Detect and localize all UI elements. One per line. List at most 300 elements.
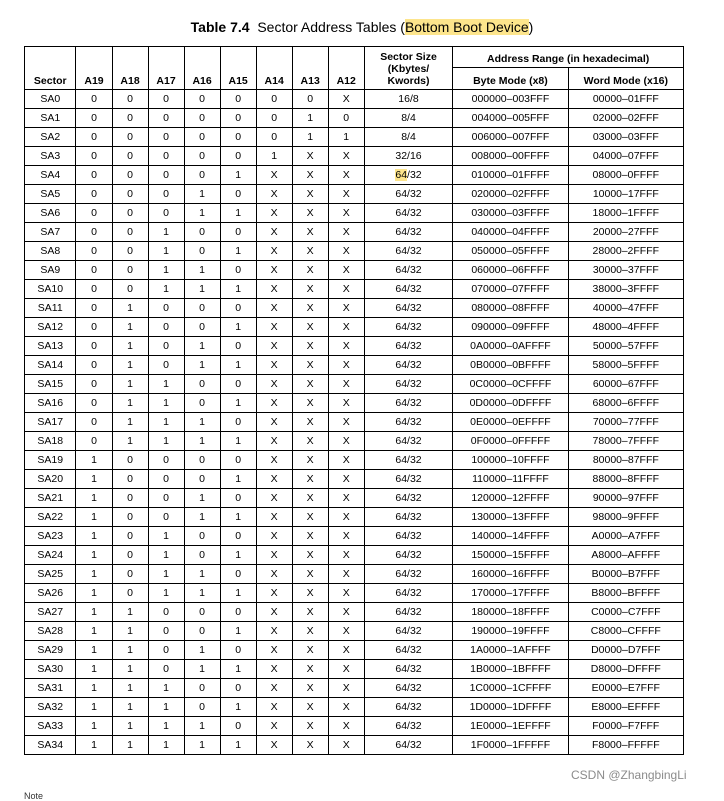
cell-a17: 1	[148, 432, 184, 451]
cell-a17: 0	[148, 470, 184, 489]
size-text: 64/32	[395, 473, 422, 485]
cell-sector-size	[364, 603, 453, 622]
cell-sector: SA14	[25, 356, 76, 375]
cell-a18: 0	[112, 546, 148, 565]
cell-a13: X	[292, 375, 328, 394]
cell-a13: X	[292, 679, 328, 698]
cell-sector: SA25	[25, 565, 76, 584]
cell-word-mode: 50000–57FFF	[568, 337, 683, 356]
size-text: 64/32	[395, 739, 422, 751]
size-text: 64/32	[395, 397, 422, 409]
cell-a12: X	[328, 603, 364, 622]
table-caption	[0, 17, 724, 37]
cell-a19: 1	[76, 527, 112, 546]
cell-word-mode: 78000–7FFFF	[568, 432, 683, 451]
cell-word-mode: 03000–03FFF	[568, 128, 683, 147]
cell-byte-mode: 030000–03FFFF	[453, 204, 568, 223]
cell-a15: 1	[220, 622, 256, 641]
cell-a13: X	[292, 489, 328, 508]
cell-a15: 0	[220, 109, 256, 128]
col-header-a14: A14	[256, 47, 292, 90]
cell-sector-size	[364, 565, 453, 584]
cell-a18: 0	[112, 508, 148, 527]
cell-a19: 1	[76, 451, 112, 470]
cell-a19: 0	[76, 204, 112, 223]
cell-word-mode: B8000–BFFFF	[568, 584, 683, 603]
size-text: /32	[407, 169, 422, 181]
cell-word-mode: E0000–E7FFF	[568, 679, 683, 698]
table-title-text: Sector Address Tables (	[257, 19, 405, 35]
table-row	[25, 679, 684, 698]
table-row	[25, 527, 684, 546]
cell-sector-size	[364, 717, 453, 736]
cell-a17: 0	[148, 185, 184, 204]
cell-a12: X	[328, 679, 364, 698]
cell-a18: 0	[112, 451, 148, 470]
cell-a15: 0	[220, 717, 256, 736]
table-row	[25, 242, 684, 261]
cell-a19: 1	[76, 641, 112, 660]
cell-a19: 0	[76, 299, 112, 318]
table-row	[25, 109, 684, 128]
cell-a15: 1	[220, 166, 256, 185]
cell-a17: 0	[148, 299, 184, 318]
size-text: 64/32	[395, 644, 422, 656]
col-header-address-range: Address Range (in hexadecimal)	[453, 47, 684, 68]
cell-a13: X	[292, 147, 328, 166]
table-row	[25, 223, 684, 242]
cell-a14: X	[256, 546, 292, 565]
cell-byte-mode: 006000–007FFF	[453, 128, 568, 147]
cell-word-mode: 40000–47FFF	[568, 299, 683, 318]
table-row	[25, 489, 684, 508]
cell-sector: SA32	[25, 698, 76, 717]
cell-a14: 0	[256, 90, 292, 109]
size-text: 64/32	[395, 663, 422, 675]
table-row	[25, 299, 684, 318]
cell-a16: 1	[184, 489, 220, 508]
cell-a18: 0	[112, 489, 148, 508]
col-header-a12: A12	[328, 47, 364, 90]
cell-sector: SA28	[25, 622, 76, 641]
cell-sector-size	[364, 337, 453, 356]
cell-a12: X	[328, 147, 364, 166]
cell-a14: X	[256, 223, 292, 242]
table-row	[25, 432, 684, 451]
cell-a12: X	[328, 451, 364, 470]
cell-a16: 0	[184, 527, 220, 546]
table-row	[25, 337, 684, 356]
cell-sector: SA4	[25, 166, 76, 185]
cell-a19: 1	[76, 584, 112, 603]
cell-a19: 1	[76, 470, 112, 489]
cell-a16: 0	[184, 128, 220, 147]
cell-byte-mode: 110000–11FFFF	[453, 470, 568, 489]
cell-a18: 0	[112, 280, 148, 299]
cell-a19: 1	[76, 717, 112, 736]
table-title-close: )	[528, 19, 534, 35]
cell-word-mode: 04000–07FFF	[568, 147, 683, 166]
cell-a18: 0	[112, 223, 148, 242]
cell-a12: X	[328, 698, 364, 717]
size-text: 8/4	[401, 131, 416, 143]
size-text: 64/32	[395, 416, 422, 428]
size-text: 64/32	[395, 587, 422, 599]
cell-word-mode: 30000–37FFF	[568, 261, 683, 280]
cell-a13: X	[292, 717, 328, 736]
col-header-a15: A15	[220, 47, 256, 90]
cell-a14: X	[256, 242, 292, 261]
cell-a17: 0	[148, 128, 184, 147]
size-text: 64/32	[395, 226, 422, 238]
cell-a15: 0	[220, 299, 256, 318]
table-row	[25, 641, 684, 660]
cell-sector: SA17	[25, 413, 76, 432]
cell-a17: 0	[148, 451, 184, 470]
cell-a17: 1	[148, 280, 184, 299]
highlighted-size-text: 64	[395, 169, 408, 181]
cell-a12: X	[328, 489, 364, 508]
cell-a18: 0	[112, 204, 148, 223]
cell-byte-mode: 0D0000–0DFFFF	[453, 394, 568, 413]
cell-a18: 1	[112, 394, 148, 413]
table-row	[25, 413, 684, 432]
cell-a15: 0	[220, 147, 256, 166]
cell-a16: 0	[184, 90, 220, 109]
cell-a17: 0	[148, 508, 184, 527]
cell-sector-size	[364, 641, 453, 660]
cell-word-mode: 08000–0FFFF	[568, 166, 683, 185]
cell-a17: 1	[148, 413, 184, 432]
cell-a18: 1	[112, 413, 148, 432]
table-row	[25, 375, 684, 394]
cell-a16: 0	[184, 679, 220, 698]
cell-a17: 0	[148, 90, 184, 109]
cell-word-mode: A0000–A7FFF	[568, 527, 683, 546]
cell-a13: X	[292, 470, 328, 489]
cell-sector-size	[364, 508, 453, 527]
cell-sector-size	[364, 489, 453, 508]
cell-sector-size	[364, 166, 453, 185]
cell-byte-mode: 1F0000–1FFFFF	[453, 736, 568, 755]
cell-a15: 1	[220, 356, 256, 375]
cell-a18: 1	[112, 736, 148, 755]
cell-a14: X	[256, 489, 292, 508]
cell-a16: 0	[184, 546, 220, 565]
highlighted-title-text: Bottom Boot Device	[404, 19, 529, 35]
table-row	[25, 660, 684, 679]
col-header-sector: Sector	[25, 47, 76, 90]
cell-word-mode: 20000–27FFF	[568, 223, 683, 242]
cell-a14: X	[256, 261, 292, 280]
cell-a15: 1	[220, 660, 256, 679]
cell-a13: X	[292, 508, 328, 527]
cell-a19: 1	[76, 679, 112, 698]
cell-a14: X	[256, 679, 292, 698]
cell-a14: X	[256, 166, 292, 185]
col-header-a17: A17	[148, 47, 184, 90]
cell-sector-size	[364, 679, 453, 698]
cell-a19: 1	[76, 508, 112, 527]
header-row-top	[25, 47, 684, 68]
cell-word-mode: 48000–4FFFF	[568, 318, 683, 337]
cell-a12: X	[328, 223, 364, 242]
cell-sector-size	[364, 622, 453, 641]
size-text: 64/32	[395, 492, 422, 504]
cell-a13: X	[292, 603, 328, 622]
cell-a12: X	[328, 242, 364, 261]
cell-a16: 1	[184, 413, 220, 432]
cell-byte-mode: 0A0000–0AFFFF	[453, 337, 568, 356]
cell-a18: 1	[112, 679, 148, 698]
cell-a12: X	[328, 413, 364, 432]
cell-a18: 0	[112, 128, 148, 147]
cell-a13: X	[292, 584, 328, 603]
cell-word-mode: B0000–B7FFF	[568, 565, 683, 584]
cell-a12: X	[328, 432, 364, 451]
size-text: 64/32	[395, 568, 422, 580]
cell-word-mode: A8000–AFFFF	[568, 546, 683, 565]
cell-a13: X	[292, 242, 328, 261]
table-row	[25, 318, 684, 337]
cell-a16: 1	[184, 641, 220, 660]
cell-sector: SA3	[25, 147, 76, 166]
cell-a19: 0	[76, 318, 112, 337]
cell-a19: 0	[76, 261, 112, 280]
cell-a19: 0	[76, 432, 112, 451]
cell-a12: X	[328, 527, 364, 546]
cell-a13: X	[292, 204, 328, 223]
cell-a18: 1	[112, 660, 148, 679]
cell-a14: X	[256, 584, 292, 603]
cell-sector: SA30	[25, 660, 76, 679]
size-text: 64/32	[395, 606, 422, 618]
cell-a18: 1	[112, 622, 148, 641]
cell-a18: 1	[112, 299, 148, 318]
cell-a19: 0	[76, 413, 112, 432]
cell-a19: 0	[76, 147, 112, 166]
cell-sector: SA7	[25, 223, 76, 242]
cell-byte-mode: 150000–15FFFF	[453, 546, 568, 565]
cell-sector: SA13	[25, 337, 76, 356]
cell-byte-mode: 020000–02FFFF	[453, 185, 568, 204]
cell-a12: X	[328, 299, 364, 318]
table-row	[25, 584, 684, 603]
cell-a18: 1	[112, 603, 148, 622]
cell-a16: 0	[184, 622, 220, 641]
size-text: 8/4	[401, 112, 416, 124]
cell-a13: X	[292, 527, 328, 546]
cell-a17: 0	[148, 489, 184, 508]
cell-a19: 0	[76, 375, 112, 394]
cell-a13: X	[292, 546, 328, 565]
cell-sector: SA22	[25, 508, 76, 527]
cell-sector: SA31	[25, 679, 76, 698]
cell-a19: 0	[76, 356, 112, 375]
cell-a13: X	[292, 698, 328, 717]
cell-a17: 1	[148, 394, 184, 413]
cell-a18: 0	[112, 470, 148, 489]
cell-byte-mode: 160000–16FFFF	[453, 565, 568, 584]
table-row	[25, 90, 684, 109]
size-text: 64/32	[395, 720, 422, 732]
cell-a16: 0	[184, 470, 220, 489]
cell-a12: X	[328, 261, 364, 280]
cell-a16: 0	[184, 242, 220, 261]
size-text: 64/32	[395, 549, 422, 561]
cell-a12: X	[328, 565, 364, 584]
size-text: 64/32	[395, 511, 422, 523]
cell-a19: 0	[76, 223, 112, 242]
cell-a16: 1	[184, 280, 220, 299]
cell-a16: 1	[184, 584, 220, 603]
cell-byte-mode: 1A0000–1AFFFF	[453, 641, 568, 660]
table-row	[25, 280, 684, 299]
cell-a12: X	[328, 280, 364, 299]
cell-a17: 0	[148, 356, 184, 375]
cell-a14: 1	[256, 147, 292, 166]
cell-a14: X	[256, 185, 292, 204]
size-text: 64/32	[395, 454, 422, 466]
cell-a12: 0	[328, 109, 364, 128]
cell-a12: X	[328, 318, 364, 337]
cell-word-mode: F0000–F7FFF	[568, 717, 683, 736]
cell-a19: 1	[76, 622, 112, 641]
col-header-word-mode: Word Mode (x16)	[568, 68, 683, 90]
cell-a14: X	[256, 698, 292, 717]
cell-a14: X	[256, 375, 292, 394]
cell-a13: X	[292, 318, 328, 337]
size-text: 64/32	[395, 435, 422, 447]
cell-a14: X	[256, 318, 292, 337]
cell-a12: X	[328, 470, 364, 489]
cell-a18: 0	[112, 527, 148, 546]
cell-word-mode: D0000–D7FFF	[568, 641, 683, 660]
cell-a18: 1	[112, 717, 148, 736]
cell-sector: SA24	[25, 546, 76, 565]
cell-a16: 1	[184, 261, 220, 280]
table-row	[25, 698, 684, 717]
cell-a17: 0	[148, 641, 184, 660]
cell-sector: SA11	[25, 299, 76, 318]
cell-a12: X	[328, 185, 364, 204]
cell-a14: X	[256, 299, 292, 318]
cell-sector: SA16	[25, 394, 76, 413]
cell-a16: 1	[184, 432, 220, 451]
size-text: 64/32	[395, 378, 422, 390]
cell-a13: X	[292, 280, 328, 299]
cell-a16: 1	[184, 356, 220, 375]
cell-a19: 1	[76, 736, 112, 755]
sector-size-header-line2: (Kbytes/	[387, 63, 430, 75]
cell-a15: 1	[220, 242, 256, 261]
cell-a19: 0	[76, 337, 112, 356]
sector-size-header-line1: Sector Size	[380, 51, 437, 63]
cell-a15: 1	[220, 394, 256, 413]
cell-sector-size	[364, 698, 453, 717]
table-body	[25, 90, 684, 755]
cell-sector-size	[364, 280, 453, 299]
cell-sector-size	[364, 527, 453, 546]
cell-sector: SA5	[25, 185, 76, 204]
cell-a16: 0	[184, 109, 220, 128]
cell-word-mode: C8000–CFFFF	[568, 622, 683, 641]
cell-word-mode: 28000–2FFFF	[568, 242, 683, 261]
cell-a16: 0	[184, 375, 220, 394]
size-text: 64/32	[395, 530, 422, 542]
cell-a12: X	[328, 166, 364, 185]
cell-a12: X	[328, 90, 364, 109]
cell-byte-mode: 080000–08FFFF	[453, 299, 568, 318]
table-row	[25, 147, 684, 166]
cell-a14: X	[256, 717, 292, 736]
cell-sector-size	[364, 375, 453, 394]
cell-a16: 0	[184, 603, 220, 622]
cell-a17: 1	[148, 736, 184, 755]
cell-byte-mode: 100000–10FFFF	[453, 451, 568, 470]
table-row	[25, 565, 684, 584]
table-row	[25, 261, 684, 280]
sector-address-table	[24, 46, 684, 755]
cell-a15: 0	[220, 413, 256, 432]
cell-a15: 1	[220, 546, 256, 565]
cell-a19: 1	[76, 565, 112, 584]
cell-a18: 1	[112, 375, 148, 394]
cell-sector: SA9	[25, 261, 76, 280]
cell-a13: X	[292, 622, 328, 641]
cell-byte-mode: 190000–19FFFF	[453, 622, 568, 641]
cell-byte-mode: 008000–00FFFF	[453, 147, 568, 166]
cell-sector: SA33	[25, 717, 76, 736]
cell-word-mode: 90000–97FFF	[568, 489, 683, 508]
size-text: 64/32	[395, 340, 422, 352]
table-row	[25, 204, 684, 223]
table-row	[25, 128, 684, 147]
col-header-a18: A18	[112, 47, 148, 90]
cell-word-mode: F8000–FFFFF	[568, 736, 683, 755]
cell-a16: 0	[184, 299, 220, 318]
cell-byte-mode: 010000–01FFFF	[453, 166, 568, 185]
cell-a13: 1	[292, 128, 328, 147]
cell-byte-mode: 1D0000–1DFFFF	[453, 698, 568, 717]
cell-a13: 1	[292, 109, 328, 128]
table-row	[25, 622, 684, 641]
cell-a15: 0	[220, 375, 256, 394]
cell-a16: 0	[184, 318, 220, 337]
cell-a14: 0	[256, 109, 292, 128]
cell-a12: X	[328, 641, 364, 660]
table-number: Table 7.4	[190, 19, 250, 35]
cell-a17: 0	[148, 109, 184, 128]
cell-a16: 1	[184, 337, 220, 356]
cell-a13: X	[292, 660, 328, 679]
cell-a18: 0	[112, 166, 148, 185]
cell-a16: 1	[184, 204, 220, 223]
cell-sector: SA2	[25, 128, 76, 147]
size-text: 32/16	[395, 150, 422, 162]
size-text: 64/32	[395, 207, 422, 219]
cell-a18: 0	[112, 565, 148, 584]
table-row	[25, 394, 684, 413]
cell-byte-mode: 180000–18FFFF	[453, 603, 568, 622]
cell-sector-size	[364, 223, 453, 242]
cell-word-mode: 88000–8FFFF	[568, 470, 683, 489]
size-text: 64/32	[395, 701, 422, 713]
cell-a19: 0	[76, 394, 112, 413]
cell-a14: X	[256, 394, 292, 413]
cell-a14: X	[256, 565, 292, 584]
cell-word-mode: 60000–67FFF	[568, 375, 683, 394]
